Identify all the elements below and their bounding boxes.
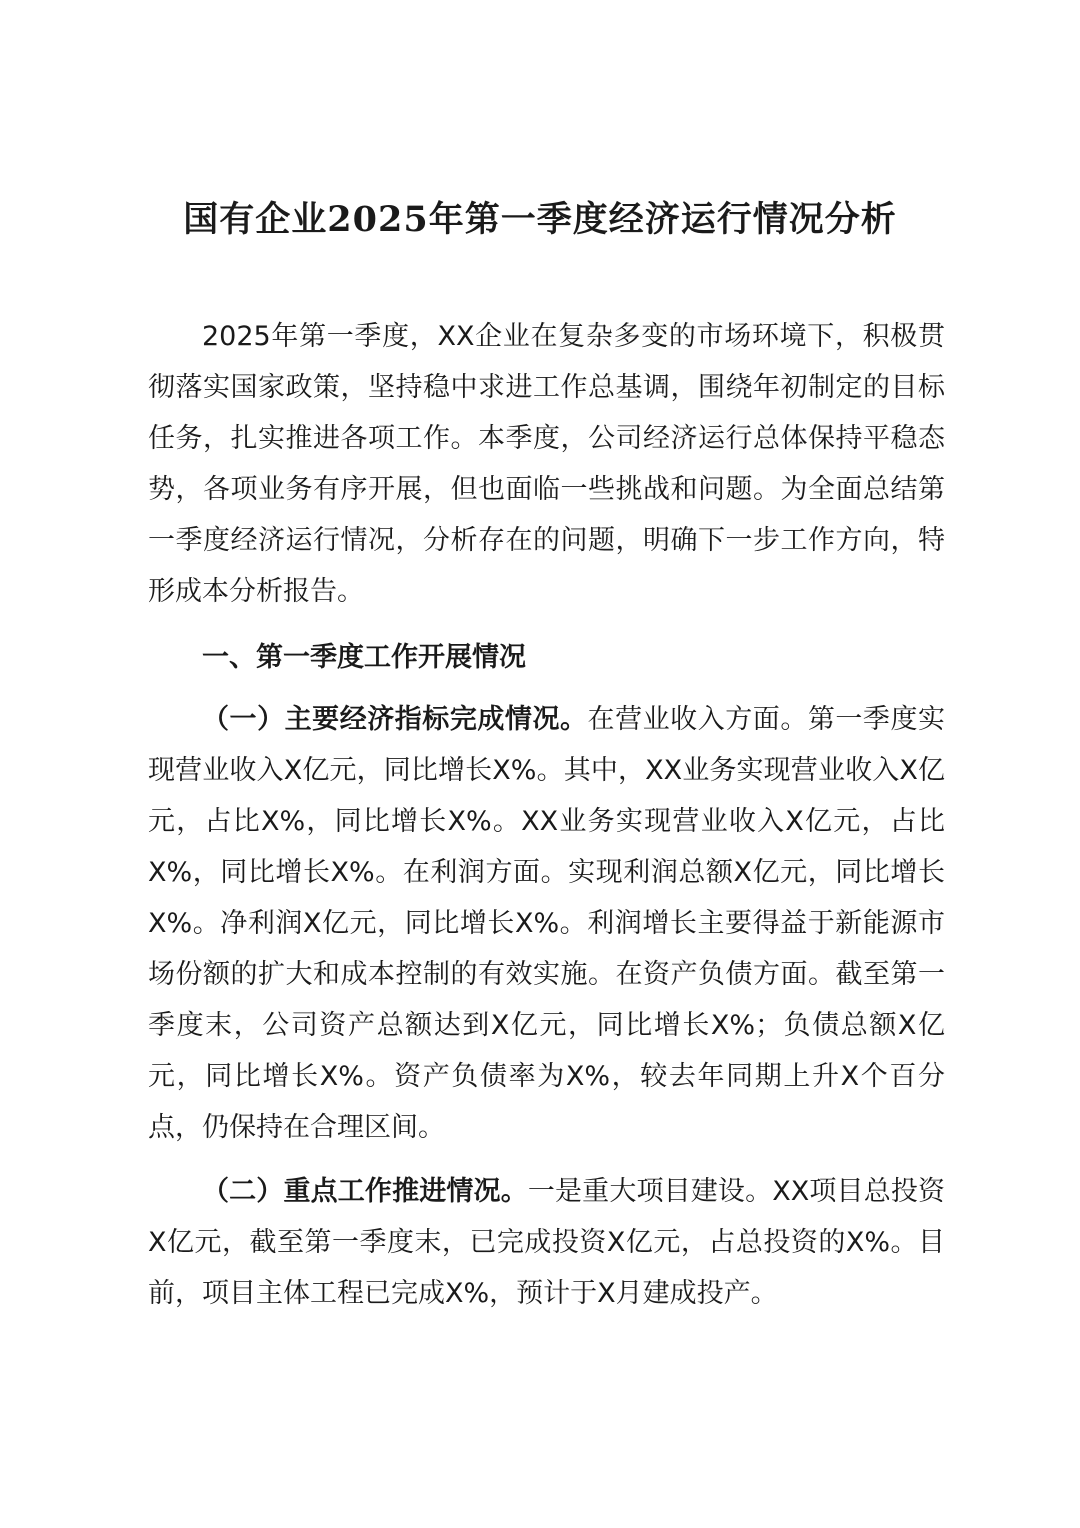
subsection-lead-1: （一）主要经济指标完成情况。	[202, 704, 588, 735]
intro-paragraph: 2025年第一季度，XX企业在复杂多变的市场环境下，积极贯彻落实国家政策，坚持稳中求进工作总基调，围绕年初制定的目标任务，扎实推进各项工作。本季度，公司经济运行总体保持平稳态势，各项业务有序开展，但也面临一些挑战和问题。为全面总结第一季度经济运行情况，分析存在的问题，明确下一步工作方向，特形成本分析报告。	[148, 321, 945, 607]
subsection-text-1: 在营业收入方面。第一季度实现营业收入X亿元，同比增长X%。其中，XX业务实现营业收入X亿元，占比X%，同比增长X%。XX业务实现营业收入X亿元，占比X%，同比增长X%。在利润方面。实现利润总额X亿元，同比增长X%。净利润X亿元，同比增长X%。利润增长主要得益于新能源市场份额的扩大和成本控制的有效实施。在资产负债方面。截至第一季度末，公司资产总额达到X亿元，同比增长X%；负债总额X亿元，同比增长X%。资产负债率为X%，较去年同期上升X个百分点，仍保持在合理区间。	[148, 704, 946, 1143]
document-title: 国有企业2025年第一季度经济运行情况分析	[183, 199, 897, 240]
subsection-paragraph-2	[148, 1166, 945, 1319]
subsection-paragraph-1	[148, 694, 945, 1153]
subsection-lead-2: （二）重点工作推进情况。	[202, 1176, 528, 1207]
section-heading-1: 一、第一季度工作开展情况	[202, 642, 526, 673]
subsection-text-2: 一是重大项目建设。XX项目总投资X亿元，截至第一季度末，已完成投资X亿元，占总投资的X%。目前，项目主体工程已完成X%，预计于X月建成投产。	[148, 1176, 946, 1309]
